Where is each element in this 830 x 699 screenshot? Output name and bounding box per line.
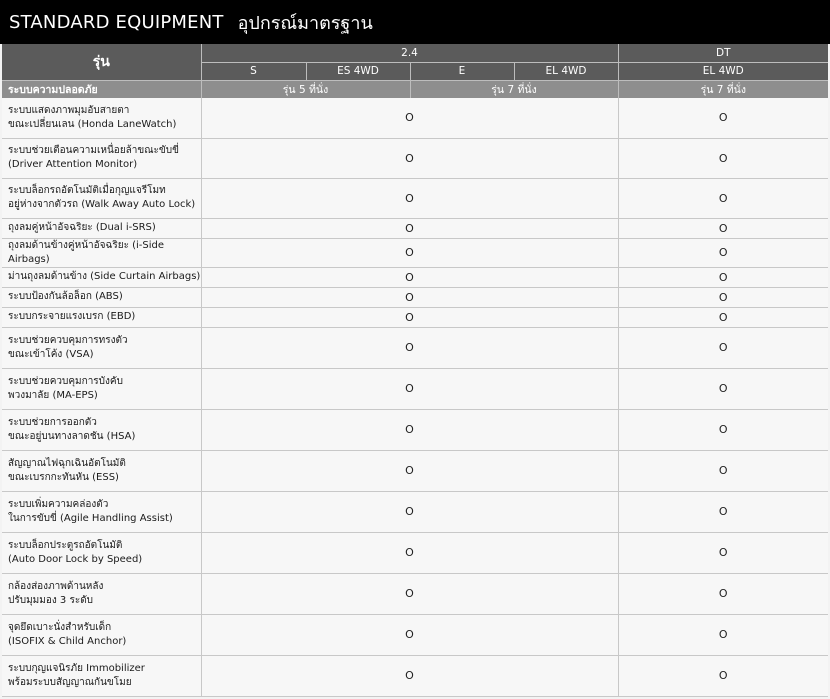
availability-mark-24: O: [201, 287, 618, 307]
feature-cell: [2, 327, 201, 368]
feature-cell: [2, 138, 201, 178]
availability-mark-24: O: [201, 409, 618, 450]
table-row: [2, 98, 828, 138]
feature-name-line2: อยู่ห่างจากตัวรถ (Walk Away Auto Lock): [8, 199, 196, 210]
availability-mark-dt: O: [618, 614, 828, 655]
feature-name-line1: กล้องส่องภาพด้านหลัง: [8, 580, 104, 592]
table-row: [2, 655, 828, 696]
table-row: [2, 307, 828, 327]
table-row: [2, 409, 828, 450]
feature-name-line1: ระบบล็อกรถอัตโนมัติเมื่อกุญแจรีโมท: [8, 185, 166, 196]
availability-mark-dt: O: [618, 178, 828, 218]
availability-mark-dt: O: [618, 491, 828, 532]
availability-mark-dt: O: [618, 573, 828, 614]
table-row: [2, 450, 828, 491]
feature-name-line2: พวงมาลัย (MA-EPS): [8, 389, 98, 401]
availability-mark-24: O: [201, 138, 618, 178]
availability-mark-24: O: [201, 327, 618, 368]
feature-name-line1: สัญญาณไฟฉุกเฉินอัตโนมัติ: [8, 457, 126, 469]
feature-name-line2: พร้อมระบบสัญญาณกันขโมย: [8, 676, 132, 688]
availability-mark-dt: O: [618, 655, 828, 696]
availability-mark-dt: O: [618, 138, 828, 178]
feature-cell: [2, 491, 201, 532]
feature-name-line1: ระบบช่วยการออกตัว: [8, 416, 97, 428]
feature-cell: [2, 655, 201, 696]
feature-cell: [2, 98, 201, 138]
feature-cell: [2, 573, 201, 614]
title-bar: [0, 0, 830, 44]
page-title-thai: อุปกรณ์มาตรฐาน: [237, 12, 373, 34]
feature-cell: [2, 614, 201, 655]
availability-mark-dt: O: [618, 307, 828, 327]
availability-mark-24: O: [201, 98, 618, 138]
table-row: [2, 368, 828, 409]
table-row: [2, 218, 828, 238]
availability-mark-dt: O: [618, 98, 828, 138]
table-row: [2, 614, 828, 655]
table-row: [2, 491, 828, 532]
feature-name-line2: ขณะเบรกกะทันหัน (ESS): [8, 471, 119, 483]
table-row: [2, 138, 828, 178]
feature-name-line1: ระบบกระจายแรงเบรก (EBD): [8, 311, 136, 322]
availability-mark-24: O: [201, 573, 618, 614]
feature-name-line1: ระบบช่วยควบคุมการทรงตัว: [8, 334, 128, 346]
feature-cell: [2, 267, 201, 287]
equipment-table: [2, 44, 828, 697]
model-header: รุ่น: [2, 44, 201, 80]
feature-name-line2: ขณะเข้าโค้ง (VSA): [8, 348, 94, 360]
availability-mark-dt: O: [618, 450, 828, 491]
section-row: [2, 80, 828, 98]
availability-mark-24: O: [201, 450, 618, 491]
grade-header: E: [410, 62, 514, 80]
availability-mark-dt: O: [618, 287, 828, 307]
feature-name-line1: ระบบล็อกประตูรถอัตโนมัติ: [8, 539, 123, 551]
feature-cell: [2, 409, 201, 450]
availability-mark-24: O: [201, 532, 618, 573]
feature-cell: [2, 307, 201, 327]
grade-header: ES 4WD: [306, 62, 410, 80]
feature-name-line1: ม่านถุงลมด้านข้าง (Side Curtain Airbags): [8, 271, 201, 282]
availability-mark-dt: O: [618, 409, 828, 450]
availability-mark-24: O: [201, 307, 618, 327]
seat-config-label: รุ่น 7 ที่นั่ง: [618, 80, 828, 98]
feature-name-line1: ระบบช่วยควบคุมการบังคับ: [8, 375, 123, 387]
feature-cell: [2, 450, 201, 491]
availability-mark-dt: O: [618, 368, 828, 409]
feature-name-line2: (ISOFIX & Child Anchor): [8, 635, 127, 647]
table-row: [2, 327, 828, 368]
availability-mark-24: O: [201, 368, 618, 409]
table-row: [2, 178, 828, 218]
feature-name-line2: ในการขับขี่ (Agile Handling Assist): [8, 512, 173, 524]
feature-name-line1: ระบบแสดงภาพมุมอับสายตา: [8, 104, 130, 116]
grade-header: S: [201, 62, 306, 80]
table-row: [2, 532, 828, 573]
feature-cell: [2, 178, 201, 218]
feature-name-line1: ระบบเพิ่มความคล่องตัว: [8, 498, 109, 510]
availability-mark-24: O: [201, 238, 618, 267]
availability-mark-24: O: [201, 267, 618, 287]
feature-name-line2: ขณะอยู่บนทางลาดชัน (HSA): [8, 430, 136, 442]
grade-header: EL 4WD: [618, 62, 828, 80]
feature-name-line2: (Driver Attention Monitor): [8, 159, 138, 170]
feature-name-line1: ระบบช่วยเตือนความเหนื่อยล้าขณะขับขี่: [8, 145, 179, 156]
feature-name-line2: (Auto Door Lock by Speed): [8, 553, 143, 565]
page-title: STANDARD EQUIPMENT: [9, 11, 224, 33]
availability-mark-24: O: [201, 614, 618, 655]
feature-name-line2: ปรับมุมมอง 3 ระดับ: [8, 594, 94, 606]
table-row: [2, 573, 828, 614]
seat-config-label: รุ่น 5 ที่นั่ง: [201, 80, 410, 98]
availability-mark-dt: O: [618, 532, 828, 573]
feature-cell: [2, 238, 201, 267]
seat-config-label: รุ่น 7 ที่นั่ง: [410, 80, 618, 98]
table-row: [2, 238, 828, 267]
engine-dt-header: DT: [618, 44, 828, 62]
availability-mark-24: O: [201, 218, 618, 238]
availability-mark-24: O: [201, 178, 618, 218]
availability-mark-dt: O: [618, 327, 828, 368]
feature-cell: [2, 532, 201, 573]
availability-mark-24: O: [201, 491, 618, 532]
availability-mark-dt: O: [618, 267, 828, 287]
feature-cell: [2, 218, 201, 238]
feature-cell: [2, 287, 201, 307]
feature-name-line1: ระบบป้องกันล้อล็อก (ABS): [8, 291, 123, 302]
feature-name-line1: จุดยึดเบาะนั่งสำหรับเด็ก: [8, 621, 112, 633]
equipment-sheet: [0, 44, 830, 699]
availability-mark-24: O: [201, 655, 618, 696]
availability-mark-dt: O: [618, 218, 828, 238]
table-row: [2, 287, 828, 307]
feature-name-line1: ระบบกุญแจนิรภัย Immobilizer: [8, 662, 145, 674]
feature-name-line1: ถุงลมด้านข้างคู่หน้าอัจฉริยะ (i-Side Airbags): [8, 239, 165, 265]
table-row: [2, 267, 828, 287]
feature-name-line1: ถุงลมคู่หน้าอัจฉริยะ (Dual i-SRS): [8, 222, 156, 233]
grade-header: EL 4WD: [514, 62, 618, 80]
engine-24-header: 2.4: [201, 44, 618, 62]
feature-cell: [2, 368, 201, 409]
section-label: ระบบความปลอดภัย: [2, 80, 201, 98]
feature-name-line2: ขณะเปลี่ยนเลน (Honda LaneWatch): [8, 118, 177, 130]
availability-mark-dt: O: [618, 238, 828, 267]
